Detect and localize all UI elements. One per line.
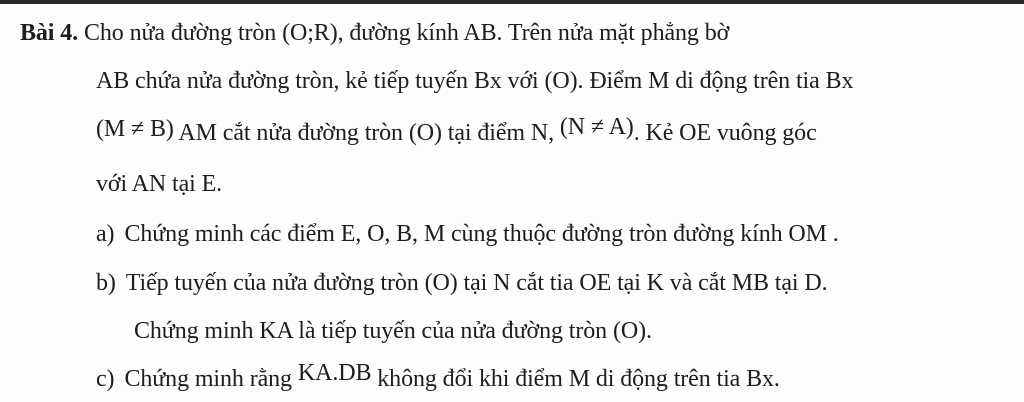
part-a <box>96 219 839 249</box>
top-border <box>0 0 1024 4</box>
part-b-label: b) <box>96 270 116 296</box>
part-a-label: a) <box>96 221 115 247</box>
part-b-text-2: Chứng minh KA là tiếp tuyến của nửa đường tròn (O). <box>134 318 652 344</box>
part-c-text-1: Chứng minh rằng <box>124 366 292 392</box>
problem-statement-part-4: . Kẻ OE vuông góc <box>633 120 817 146</box>
problem-statement-part-1: Cho nửa đường tròn (O;R), đường kính AB. Trên nửa mặt phẳng bờ <box>83 20 730 46</box>
part-b-line-2 <box>134 316 652 346</box>
part-c-text-2: không đổi khi điểm M di động trên tia Bx. <box>377 366 780 392</box>
problem-line-4 <box>96 169 222 199</box>
part-c <box>96 360 780 394</box>
part-b-line-1 <box>96 268 827 298</box>
problem-statement-part-5: với AN tại E. <box>96 171 223 197</box>
problem-line-1 <box>20 18 729 48</box>
problem-line-3 <box>96 114 817 148</box>
problem-label: Bài 4. <box>20 20 79 46</box>
part-b-text-1: Tiếp tuyến của nửa đường tròn (O) tại N cắt tia OE tại K và cắt MB tại D. <box>125 270 828 296</box>
part-c-label: c) <box>96 366 115 392</box>
problem-statement-part-2: AB chứa nửa đường tròn, kẻ tiếp tuyến Bx với (O). Điểm M di động trên tia Bx <box>96 68 854 94</box>
expression-ka-db: KA.DB <box>297 360 372 386</box>
condition-m-not-b: (M ≠ B) <box>96 116 174 142</box>
condition-n-not-a: (N ≠ A) <box>559 114 634 140</box>
problem-line-2 <box>96 66 853 96</box>
part-a-text: Chứng minh các điểm E, O, B, M cùng thuộc đường tròn đường kính OM . <box>124 221 839 247</box>
problem-statement-part-3: AM cắt nửa đường tròn (O) tại điểm N, <box>178 120 554 146</box>
